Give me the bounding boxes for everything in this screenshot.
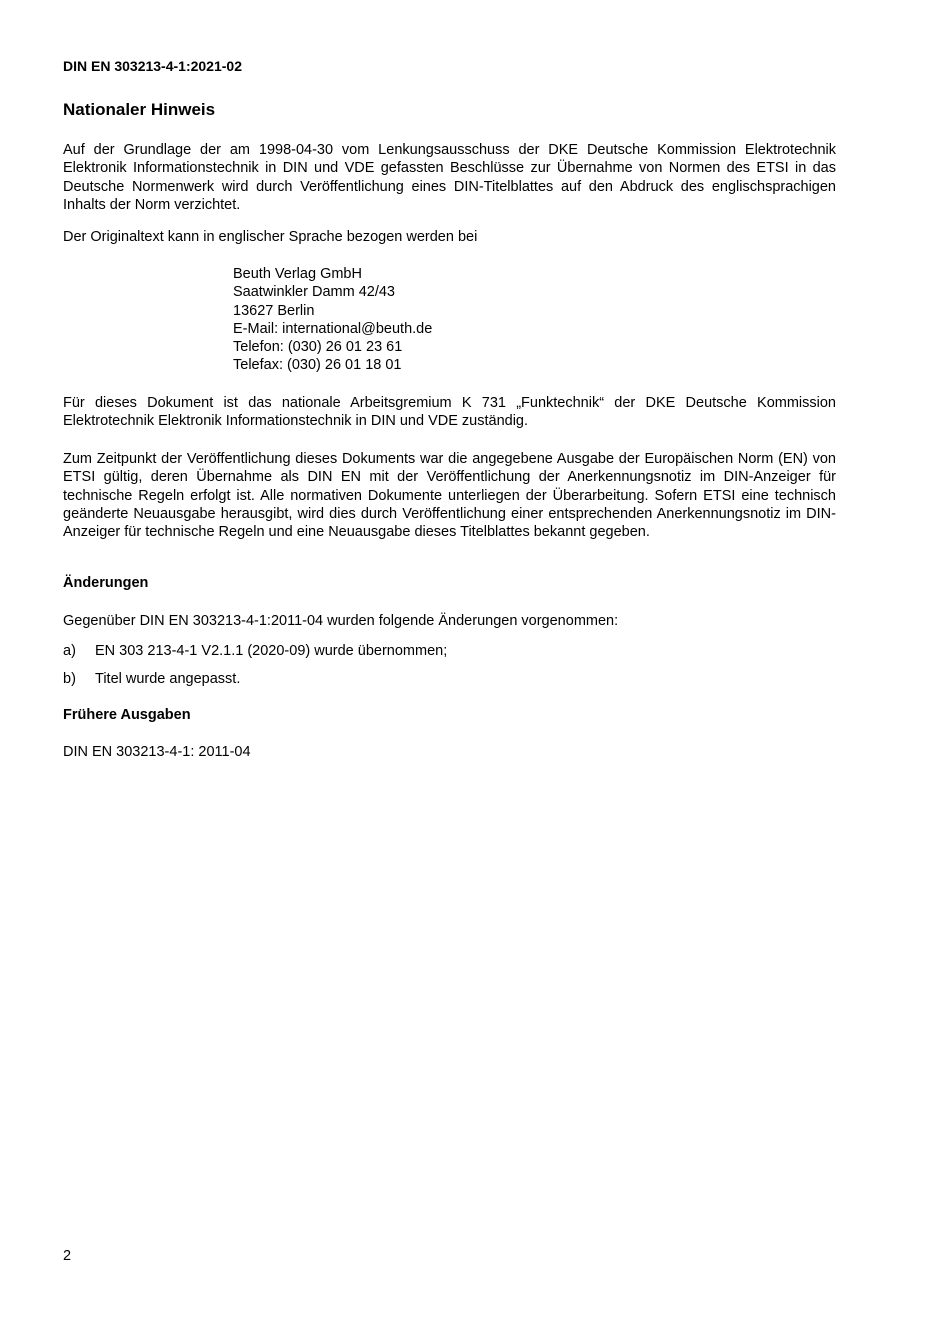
source-paragraph: Der Originaltext kann in englischer Sprache bezogen werden bei — [63, 229, 478, 245]
list-item — [63, 670, 240, 688]
document-page — [63, 0, 836, 1343]
address-phone: Telefon: (030) 26 01 23 61 — [233, 339, 403, 356]
address-street: Saatwinkler Damm 42/43 — [233, 284, 395, 301]
list-marker: b) — [63, 671, 76, 687]
document-id: DIN EN 303213-4-1:2021-02 — [63, 58, 242, 74]
changes-intro: Gegenüber DIN EN 303213-4-1:2011-04 wurden folgende Änderungen vorgenommen: — [63, 613, 619, 629]
list-marker: a) — [63, 643, 76, 659]
publisher-address — [233, 265, 432, 375]
address-fax: Telefax: (030) 26 01 18 01 — [233, 357, 402, 374]
intro-paragraph: Auf der Grundlage der am 1998-04-30 vom Lenkungsausschuss der DKE Deutsche Kommission Elektrotechnik Elektronik Informationstechnik in DIN und VDE gefassten Beschlüsse zur Übernahme von Normen des ETSI in das Deutsche Normenwerk wird durch Veröffentlichung eines DIN-Titelblattes auf den Abdruck des englischsprachigen Inhalts der Norm verzichtet. — [63, 142, 836, 213]
changes-title: Änderungen — [63, 575, 149, 591]
previous-editions-title: Frühere Ausgaben — [63, 707, 191, 723]
list-item — [63, 642, 447, 660]
page-number: 2 — [63, 1248, 72, 1264]
section-title: Nationaler Hinweis — [63, 100, 216, 119]
address-company: Beuth Verlag GmbH — [233, 266, 362, 282]
list-item-text: Titel wurde angepasst. — [95, 671, 241, 687]
address-city: 13627 Berlin — [233, 302, 315, 319]
list-item-text: EN 303 213-4-1 V2.1.1 (2020-09) wurde übernommen; — [95, 643, 448, 659]
committee-paragraph: Für dieses Dokument ist das nationale Arbeitsgremium K 731 „Funktechnik“ der DKE Deutsche Kommission Elektrotechnik Elektronik Informationstechnik in DIN und VDE zuständig. — [63, 395, 836, 430]
address-email: E-Mail: international@beuth.de — [233, 320, 433, 337]
previous-editions-text: DIN EN 303213-4-1: 2011-04 — [63, 744, 251, 760]
validity-paragraph: Zum Zeitpunkt der Veröffentlichung dieses Dokuments war die angegebene Ausgabe der Europäischen Norm (EN) von ETSI gültig, deren Übernahme als DIN EN mit der Veröffentlichung der Anerkennungsnotiz im DIN-Anzeiger für technische Regeln erfolgt ist. Alle normativen Dokumente unterliegen der Überarbeitung. Sofern ETSI eine technisch geänderte Neuausgabe herausgibt, wird dies durch Veröffentlichung einer entsprechenden Anerkennungsnotiz im DIN-Anzeiger für technische Regeln und eine Neuausgabe dieses Titelblattes bekannt gegeben. — [63, 451, 836, 541]
